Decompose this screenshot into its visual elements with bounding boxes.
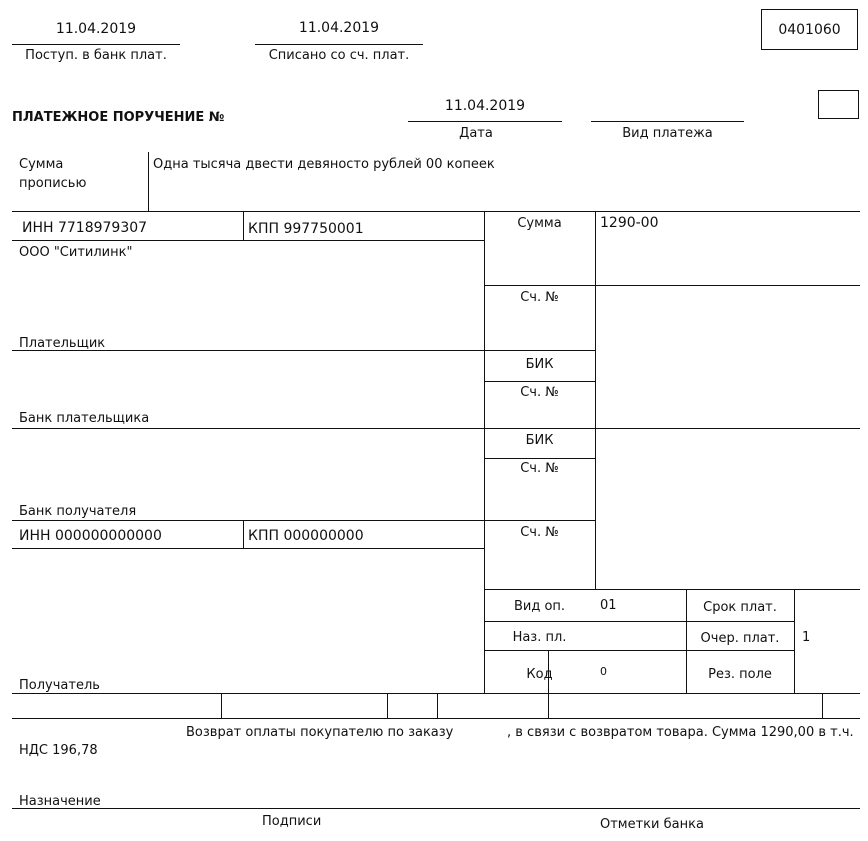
received-date: 11.04.2019 xyxy=(55,21,137,37)
purpose-label: Назначение xyxy=(19,794,101,809)
document-date-label: Дата xyxy=(459,126,493,141)
debited-date: 11.04.2019 xyxy=(298,20,380,36)
purpose-vat: НДС 196,78 xyxy=(19,743,98,758)
code-label: Код xyxy=(526,667,553,682)
received-date-line xyxy=(12,44,180,45)
recipient-label: Получатель xyxy=(19,678,100,693)
grid-line-top xyxy=(12,211,860,212)
priority-label: Очер. плат. xyxy=(700,631,780,646)
recipient-inn-row-bottom xyxy=(12,548,484,549)
payer-account-label: Сч. № xyxy=(520,290,559,305)
payment-type-label: Вид платежа xyxy=(622,126,713,141)
recipient-kpp: КПП 000000000 xyxy=(248,528,364,544)
status-box xyxy=(818,90,859,119)
op-type-label: Вид оп. xyxy=(513,599,566,614)
bik2-row-bottom xyxy=(484,458,595,459)
payer-bank-label: Банк плательщика xyxy=(19,411,150,426)
amount-value: 1290-00 xyxy=(600,215,659,231)
purpose-row-bottom xyxy=(12,808,860,809)
code-cell-divider xyxy=(548,650,549,718)
document-date: 11.04.2019 xyxy=(444,98,526,114)
received-label: Поступ. в банк плат. xyxy=(25,48,167,63)
amount-words-label-1: Сумма xyxy=(19,157,64,172)
debited-label: Списано со сч. плат. xyxy=(268,48,410,63)
codes-row-mid2 xyxy=(484,650,794,651)
tax-cell-divider-1 xyxy=(221,693,222,718)
priority-value: 1 xyxy=(802,630,811,645)
codes-row-top xyxy=(484,589,860,590)
payer-bank-account-label: Сч. № xyxy=(520,385,559,400)
recipient-row-bottom xyxy=(12,693,860,694)
codes-row-mid1 xyxy=(484,621,794,622)
amount-row-bottom xyxy=(484,285,860,286)
recipient-bank-row-bottom xyxy=(12,520,595,521)
tax-cell-divider-2 xyxy=(387,693,388,718)
debited-date-line xyxy=(255,44,423,45)
inn-row-bottom xyxy=(12,240,484,241)
signatures-label: Подписи xyxy=(262,814,322,829)
payer-bank-row-bottom xyxy=(12,428,860,429)
payer-bank-bik-label: БИК xyxy=(525,357,554,372)
document-title: ПЛАТЕЖНОЕ ПОРУЧЕНИЕ № xyxy=(12,110,225,125)
bik1-row-bottom xyxy=(484,381,595,382)
op-type-value: 01 xyxy=(600,598,617,613)
recipient-inn-kpp-divider xyxy=(243,520,244,548)
purpose-type-label: Наз. пл. xyxy=(512,630,567,645)
payer-name: ООО "Ситилинк" xyxy=(19,245,133,260)
amount-words-value: Одна тысяча двести девяносто рублей 00 копеек xyxy=(153,157,495,172)
tax-row-bottom xyxy=(12,718,860,719)
tax-cell-divider-3 xyxy=(437,693,438,718)
payment-type-line xyxy=(591,121,744,122)
recipient-account-label: Сч. № xyxy=(520,525,559,540)
recipient-bank-account-label: Сч. № xyxy=(520,461,559,476)
payer-label: Плательщик xyxy=(19,336,106,351)
recipient-inn: ИНН 000000000000 xyxy=(19,528,162,544)
right-column-divider xyxy=(595,211,596,589)
code-value: 0 xyxy=(600,665,607,678)
recipient-bank-label: Банк получателя xyxy=(19,504,137,519)
document-date-line xyxy=(408,121,562,122)
amount-words-label-2: прописью xyxy=(19,176,87,191)
bank-marks-label: Отметки банка xyxy=(600,817,704,832)
term-label: Срок плат. xyxy=(703,600,777,615)
payer-inn-kpp-divider xyxy=(243,211,244,240)
amount-words-divider xyxy=(148,152,149,211)
reserve-label: Рез. поле xyxy=(708,667,772,682)
form-code: 0401060 xyxy=(778,22,841,38)
amount-label: Сумма xyxy=(517,216,562,231)
purpose-text-part1: Возврат оплаты покупателю по заказу xyxy=(186,725,454,740)
payer-inn: ИНН 7718979307 xyxy=(22,220,148,236)
payer-kpp: КПП 997750001 xyxy=(248,221,364,237)
tax-cell-divider-4 xyxy=(822,693,823,718)
recipient-bank-bik-label: БИК xyxy=(525,433,554,448)
purpose-text-part2: , в связи с возвратом товара. Сумма 1290,00 в т.ч. xyxy=(507,725,854,740)
codes-divider-2 xyxy=(794,589,795,693)
